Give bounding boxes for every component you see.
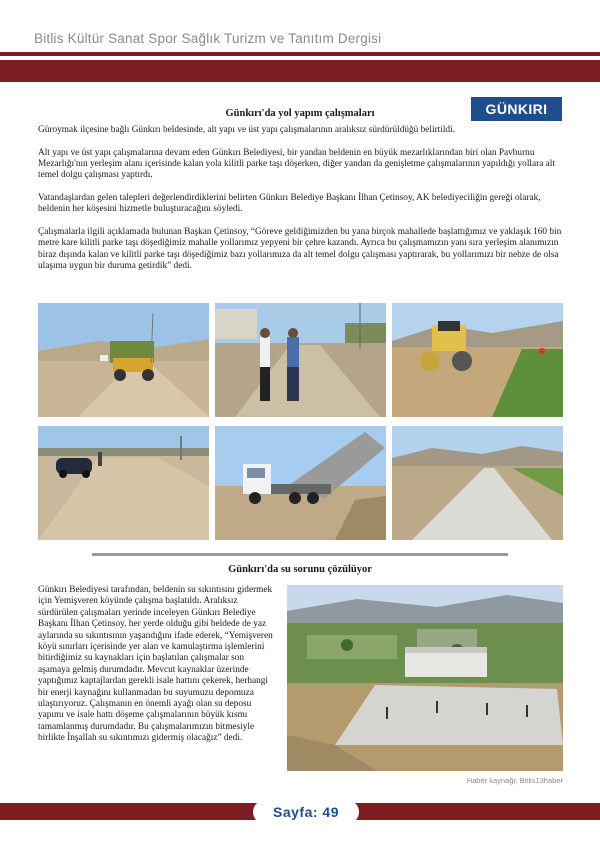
photo-grader [38, 303, 209, 417]
section-divider [92, 553, 508, 556]
magazine-title: Bitlis Kültür Sanat Spor Sağlık Turizm ve Tanıtım Dergisi [34, 31, 382, 46]
paragraph: Çalışmalarla ilgili açıklamada bulunan Başkan Çetinsoy, “Göreve geldiğimizden bu yana birçok mahallede başlattığımız ve yaklaşık 160 bin metre kare kilitli parke taşı döşediğimiz mahalle yollarımız yepyeni bir çehre kazandı. Ayrıca bu çalışmamızın yanı sıra yerleşim alanımızın biraz dışında kalan ve kilitli parke taşı döşediğimiz bazı yollarımıza da alt temel dolgu çalışması yaptırarak, bu yollarımızı bir nebze de olsa ulaşıma uygun bir duruma getirdik” dedi. [38, 227, 562, 272]
section-badge: GÜNKIRI [471, 97, 562, 121]
article-title: Günkırı'da su sorunu çözülüyor [228, 564, 372, 575]
photo-roller [392, 303, 563, 417]
news-source-credit: Haber kaynağı: Bitlis13haber [466, 776, 563, 785]
article-title: Günkırı'da yol yapım çalışmaları [225, 108, 375, 119]
paragraph: Güroymak ilçesine bağlı Günkırı beldesinde, alt yapı ve üst yapı çalışmalarının aralıksız sürdürüldüğü belirtildi. [38, 125, 455, 135]
photo-grid [38, 303, 562, 540]
paragraph: Alt yapı ve üst yapı çalışmalarına devam eden Günkırı Belediyesi, bir yandan beldenin en büyük mezarlıklarından biri olan Pavburnu Mezarlığı'nın yerleşim alanı içerisinde kalan yola kilitli parke taşı döşerken, diğer yandan da genişletme çalışmalarının yapıldığı yollara alt temel dolgu çalışması yaptırdı. [38, 147, 555, 181]
header-band [0, 60, 600, 82]
photo-water-tank [287, 585, 563, 771]
photo-car [38, 426, 209, 540]
page-number: Sayfa: 49 [253, 800, 359, 824]
header-thin-rule [0, 52, 600, 56]
photo-gravel-road [392, 426, 563, 540]
photo-officials [215, 303, 386, 417]
photo-truck [215, 426, 386, 540]
article-body [38, 125, 562, 284]
article-body: Günkırı Belediyesi tarafından, beldenin su sıkıntısını gidermek için Yemişveren köyünde çalışma başlatıldı. Aralıksız sürdürülen çalışmaları yerinde inceleyen Günkırı Belediye Başkanı İlhan Çetinsoy, her yerde olduğu gibi beldede de yaz aylarında su sıkıntısının yaşandığını ifade ederek, “Yemişveren köyü sınırları içerisinde yer alan ve kamulaştırma işlemlerini bitirdiğimiz su kaynakları için başlatılan çalışmalar son aşamaya gelmiş durumdadır. Mevcut kaynaklar üzerinde yaptığımız kaptajlardan gerekli isale hattını çekerek, herhangi bir enerji kaynağını kullanmadan bu suyumuzu depomuza ulaştırıyoruz. Çalışmanın en önemli ayağı olan su deposu yapımı ve isale hattı döşeme çalışmalarının büyük kısmı tamamlanmış durumdadır. Bu çalışmalarımızın bitmesiyle birlikte İnşallah su sıkıntımızı gidermiş olacağız” dedi. [38, 585, 273, 744]
paragraph: Vatandaşlardan gelen talepleri değerlendirdiklerini belirten Günkırı Belediye Başkanı İlhan Çetinsoy, AK belediyeciliğin gereği olarak, beldenin her köşesini hizmetle buluşturacağını söyledi. [38, 193, 541, 215]
